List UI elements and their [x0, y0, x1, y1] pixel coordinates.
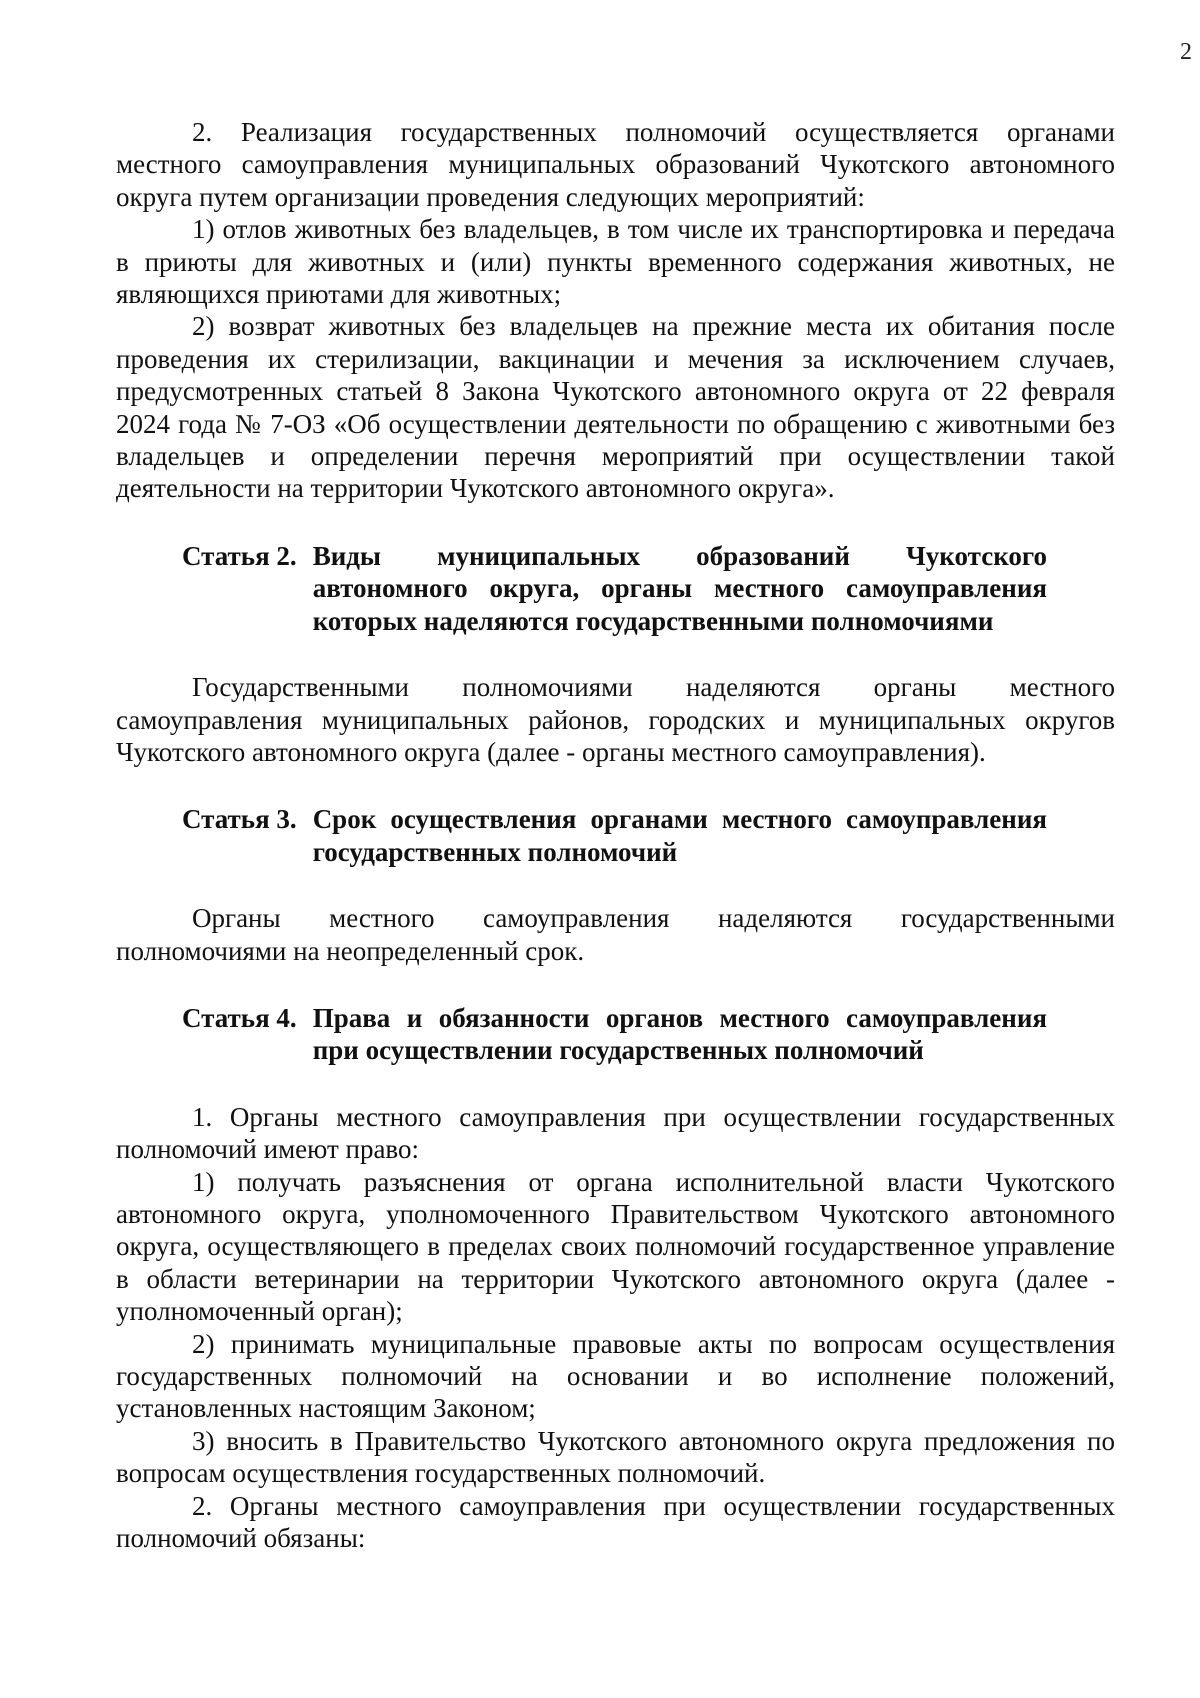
article-number: Статья 4.: [182, 1002, 297, 1033]
paragraph: 1) получать разъяснения от органа исполнительной власти Чукотского автономного округа, уполномоченного Правительством Чукотского автономного округа, осуществляющего в пределах своих полномочий государственное управление в области ветеринарии на территории Чукотского автономного округа (далее - уполномоченный орган);: [116, 1166, 1115, 1327]
article-number: Статья 2.: [182, 540, 297, 571]
paragraph: 2) принимать муниципальные правовые акты по вопросам осуществления государственных полномочий на основании и во исполнение положений, установленных настоящим Законом;: [116, 1328, 1115, 1424]
paragraph: 1) отлов животных без владельцев, в том числе их транспортировка и передача в приюты для животных и (или) пункты временного содержания животных, не являющихся приютами для животных;: [116, 214, 1115, 310]
paragraph: 2. Органы местного самоуправления при осуществлении государственных полномочий обязаны:: [116, 1490, 1115, 1554]
article-title: Срок осуществления органами местного самоуправления государственных полномочий: [312, 804, 1047, 867]
article-title: Виды муниципальных образований Чукотского автономного округа, органы местного самоуправления которых наделяются государственными полномочиями: [312, 540, 1047, 636]
article-title: Права и обязанности органов местного самоуправления при осуществлении государственных полномочий: [312, 1002, 1047, 1066]
article-number: Статья 3.: [182, 804, 297, 835]
paragraph: 3) вносить в Правительство Чукотского автономного округа предложения по вопросам осуществления государственных полномочий.: [116, 1425, 1115, 1489]
article-4-heading: [182, 1002, 1047, 1067]
document-body: [116, 116, 1115, 1554]
paragraph: Органы местного самоуправления наделяются государственными полномочиями на неопределенный срок.: [116, 903, 1115, 966]
paragraph: 2) возврат животных без владельцев на прежние места их обитания после проведения их стерилизации, вакцинации и мечения за исключением случаев, предусмотренных статьей 8 Закона Чукотского автономного округа от 22 февраля 2024 года № 7-ОЗ «Об осуществлении деятельности по обращению с животными без владельцев и определении перечня мероприятий при осуществлении такой деятельности на территории Чукотского автономного округа».: [116, 311, 1115, 504]
paragraph: 2. Реализация государственных полномочий осуществляется органами местного самоуправления муниципальных образований Чукотского автономного округа путем организации проведения следующих мероприятий:: [116, 117, 1115, 212]
paragraph: 1. Органы местного самоуправления при осуществлении государственных полномочий имеют право:: [116, 1101, 1115, 1165]
article-2-heading: [182, 540, 1047, 637]
article-3-heading: [182, 803, 1047, 868]
paragraph: Государственными полномочиями наделяются органы местного самоуправления муниципальных районов, городских и муниципальных округов Чукотского автономного округа (далее - органы местного самоуправления).: [116, 672, 1115, 767]
page-number: 2: [1180, 39, 1192, 65]
